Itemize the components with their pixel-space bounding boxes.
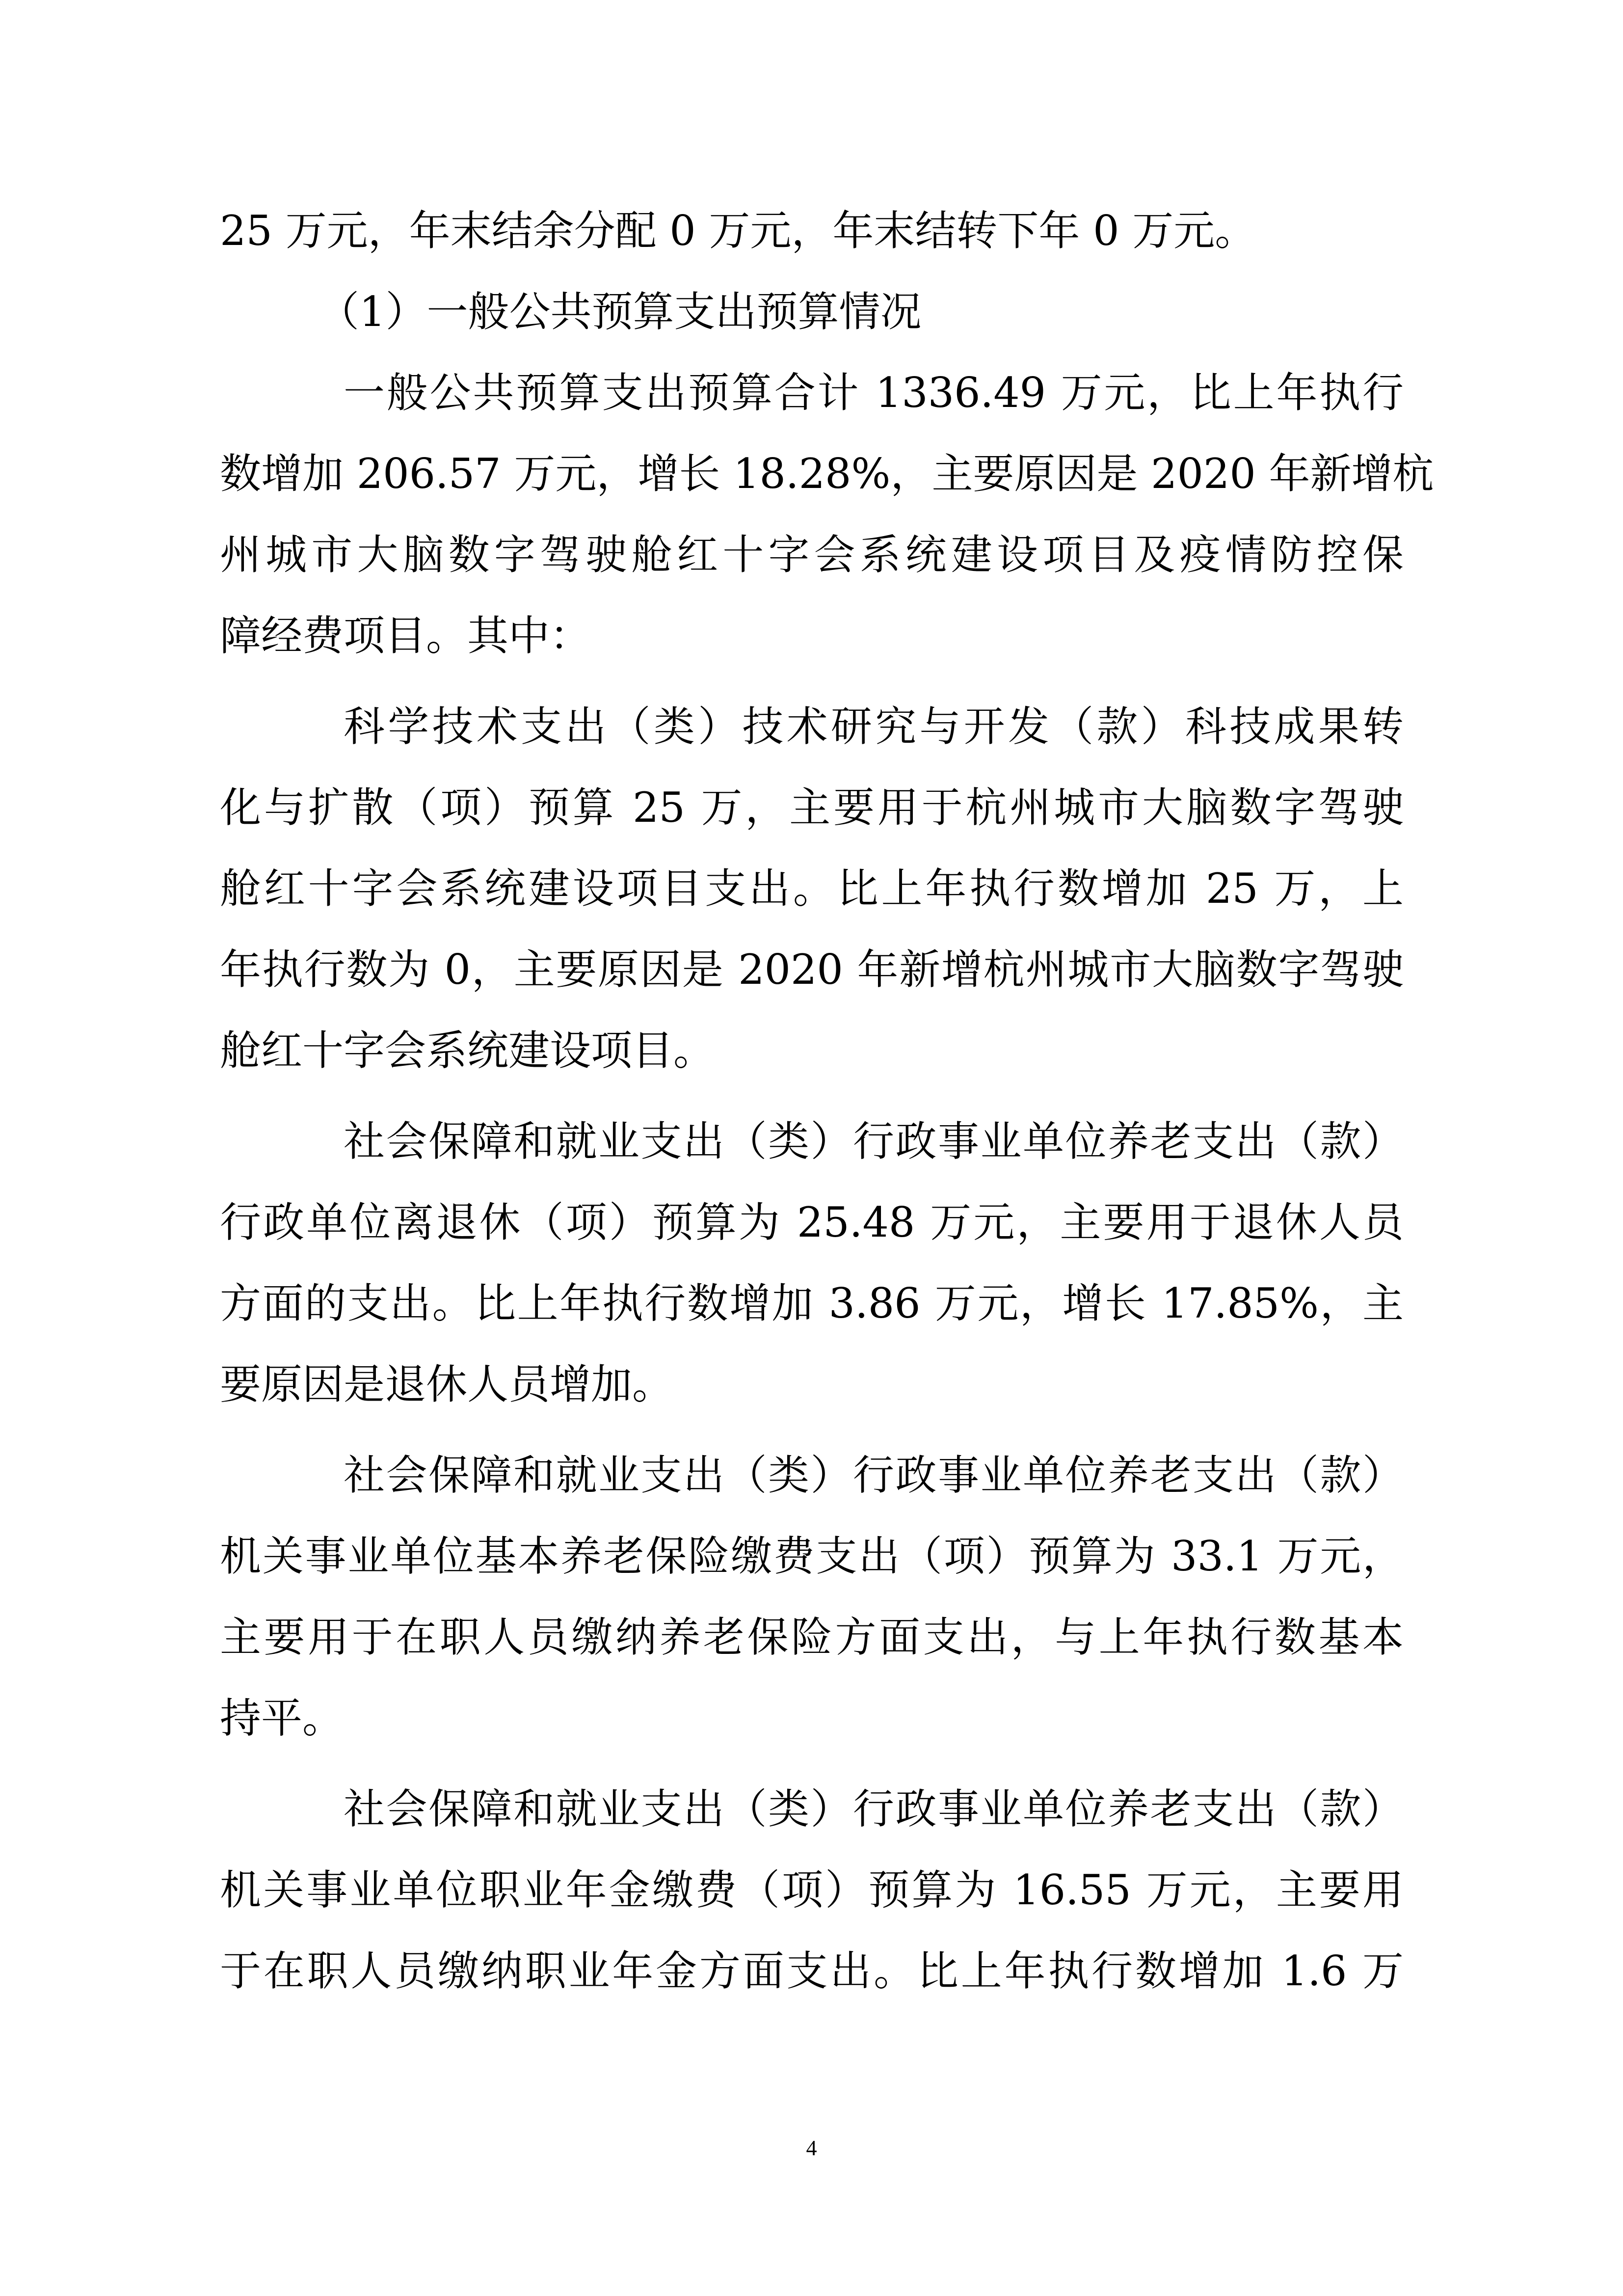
text-line: 于在职人员缴纳职业年金方面支出。比上年执行数增加 1.6 万 [220,1947,1404,1995]
text-line: 社会保障和就业支出（类）行政事业单位养老支出（款） [344,1785,1404,1833]
paragraph-science-tech [220,686,1404,1091]
paragraph-general-budget [220,352,1434,676]
page-body [220,190,1434,2022]
text-line: 行政单位离退休（项）预算为 25.48 万元，主要用于退休人员 [220,1198,1404,1246]
intro-line: 25 万元，年末结余分配 0 万元，年末结转下年 0 万元。 [220,207,1256,255]
text-line: 年执行数为 0，主要原因是 2020 年新增杭州城市大脑数字驾驶 [220,945,1404,994]
page-number: 4 [806,2136,817,2160]
text-line: 持平。 [220,1694,344,1742]
text-line: 主要用于在职人员缴纳养老保险方面支出，与上年执行数基本 [220,1613,1404,1661]
paragraph-pension-insurance [220,1435,1404,1759]
text-line: 社会保障和就业支出（类）行政事业单位养老支出（款） [344,1451,1404,1499]
text-line: 舱红十字会系统建设项目。 [220,1026,715,1075]
paragraph-occupational-annuity [220,1769,1404,2012]
text-line: 机关事业单位职业年金缴费（项）预算为 16.55 万元，主要用 [220,1866,1404,1914]
section-heading: （1）一般公共预算支出预算情况 [318,288,922,336]
text-line: 方面的支出。比上年执行数增加 3.86 万元，增长 17.85%，主 [220,1279,1404,1327]
text-line: 障经费项目。其中： [220,612,591,660]
text-line: 州城市大脑数字驾驶舱红十字会系统建设项目及疫情防控保 [220,531,1404,579]
text-line: 要原因是退休人员增加。 [220,1360,674,1408]
text-line: 化与扩散（项）预算 25 万，主要用于杭州城市大脑数字驾驶 [220,783,1404,832]
text-line: 科学技术支出（类）技术研究与开发（款）科技成果转 [344,702,1404,751]
text-line: 数增加 206.57 万元，增长 18.28%，主要原因是 2020 年新增杭 [220,450,1434,498]
text-line: 一般公共预算支出预算合计 1336.49 万元，比上年执行 [344,369,1404,417]
text-line: 机关事业单位基本养老保险缴费支出（项）预算为 33.1 万元， [220,1532,1404,1580]
text-line: 社会保障和就业支出（类）行政事业单位养老支出（款） [344,1117,1404,1165]
paragraph-retirement [220,1101,1404,1425]
text-line: 舱红十字会系统建设项目支出。比上年执行数增加 25 万，上 [220,864,1404,913]
